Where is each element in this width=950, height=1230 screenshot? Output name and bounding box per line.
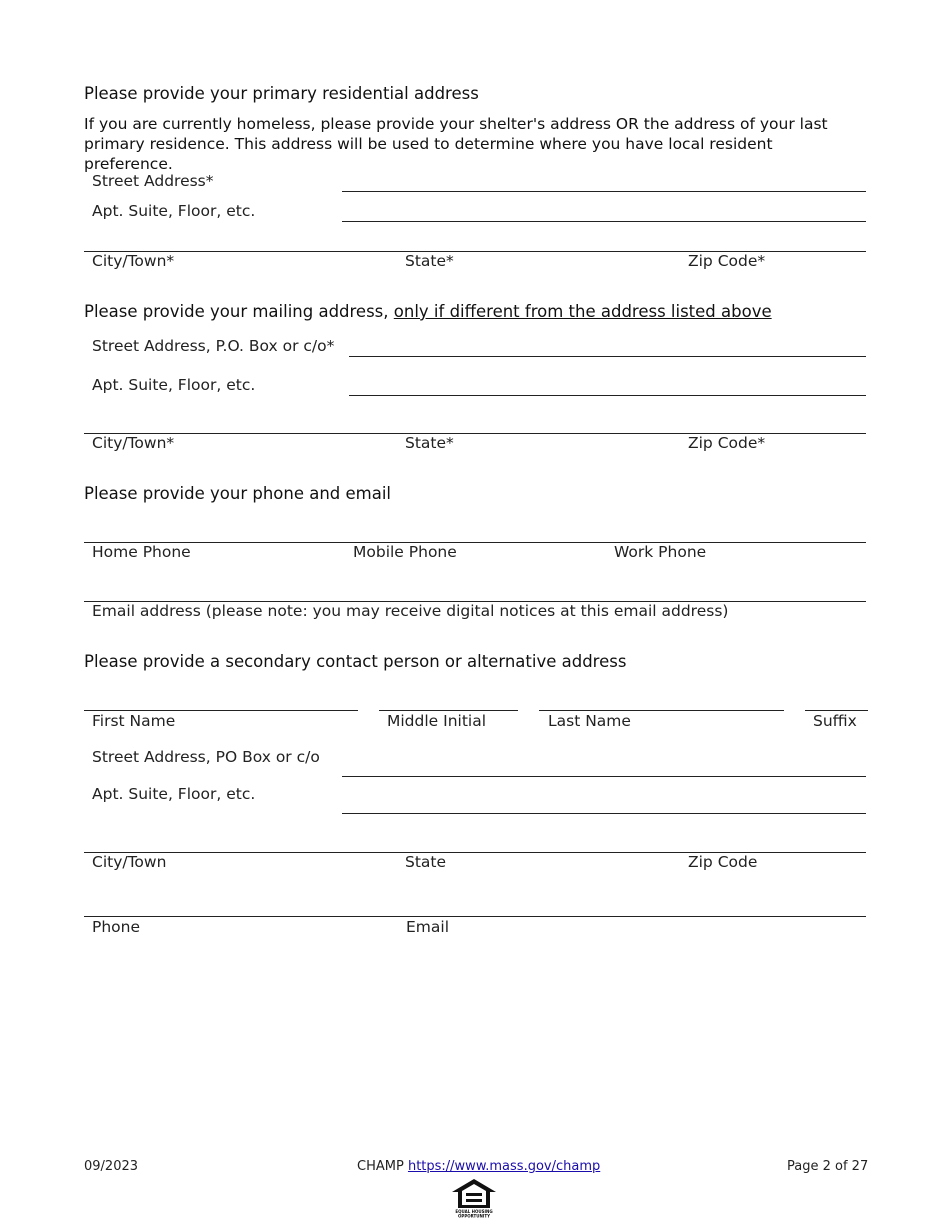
secondary-phone-label: Phone [92,918,141,936]
secondary-apt-label: Apt. Suite, Floor, etc. [92,785,256,803]
last-name-input[interactable] [539,687,783,709]
mailing-zip-input[interactable] [688,410,865,432]
first-name-underline [84,710,358,711]
mailing-apt-input[interactable] [349,372,865,394]
mailing-state-input[interactable] [404,410,684,432]
champ-link[interactable]: https://www.mass.gov/champ [407,1159,601,1174]
mailing-city-label: City/Town* [92,434,175,452]
secondary-phone-email-underline [84,916,866,917]
primary-street-label: Street Address* [92,172,214,190]
secondary-state-input[interactable] [404,829,684,851]
secondary-phone-input[interactable] [84,893,400,915]
phone-email-heading: Please provide your phone and email [84,484,392,503]
primary-address-heading: Please provide your primary residential address [84,84,479,103]
primary-state-input[interactable] [404,228,684,250]
primary-zip-input[interactable] [688,228,865,250]
primary-street-input[interactable] [342,168,865,190]
secondary-city-input[interactable] [84,829,400,851]
suffix-label: Suffix [813,712,857,730]
footer-program-name: CHAMP [357,1159,404,1174]
homeless-instruction: If you are currently homeless, please provide your shelter's address OR the address of your last primary residence. This address will be used to determine where you have local resident preference. [84,115,828,173]
equal-housing-logo [450,1178,498,1218]
primary-apt-label: Apt. Suite, Floor, etc. [92,202,256,220]
mailing-zip-label: Zip Code* [688,434,766,452]
primary-zip-label: Zip Code* [688,252,766,270]
suffix-input[interactable] [805,687,867,709]
primary-state-label: State* [405,252,454,270]
footer-date: 09/2023 [84,1159,139,1174]
primary-apt-input[interactable] [342,198,865,220]
mailing-street-underline [349,356,866,357]
mailing-state-label: State* [405,434,454,452]
primary-street-underline [342,191,866,192]
secondary-street-label: Street Address, PO Box or c/o [92,748,320,766]
email-input[interactable] [84,578,865,600]
footer-page-number: Page 2 of 27 [787,1159,869,1174]
footer-program [357,1159,600,1174]
first-name-input[interactable] [84,687,357,709]
mailing-apt-label: Apt. Suite, Floor, etc. [92,376,256,394]
email-label: Email address (please note: you may receive digital notices at this email address) [92,602,729,620]
last-name-label: Last Name [548,712,631,730]
home-phone-label: Home Phone [92,543,191,561]
mobile-phone-input[interactable] [350,519,606,541]
middle-initial-label: Middle Initial [387,712,487,730]
suffix-underline [805,710,868,711]
secondary-city-label: City/Town [92,853,167,871]
secondary-apt-underline [342,813,866,814]
secondary-email-label: Email [406,918,450,936]
mailing-address-heading [84,302,772,321]
secondary-street-underline [342,776,866,777]
mobile-phone-label: Mobile Phone [353,543,457,561]
primary-apt-underline [342,221,866,222]
secondary-contact-heading: Please provide a secondary contact person or alternative address [84,652,627,671]
middle-initial-input[interactable] [379,687,517,709]
home-phone-input[interactable] [84,519,344,541]
secondary-apt-input[interactable] [342,790,865,812]
work-phone-input[interactable] [612,519,865,541]
secondary-street-input[interactable] [342,753,865,775]
secondary-email-input[interactable] [404,893,865,915]
last-name-underline [539,710,784,711]
primary-city-input[interactable] [84,228,400,250]
primary-city-label: City/Town* [92,252,175,270]
svg-text:EQUAL HOUSING: EQUAL HOUSING [455,1209,493,1214]
secondary-state-label: State [405,853,447,871]
secondary-zip-label: Zip Code [688,853,758,871]
middle-initial-underline [379,710,518,711]
equal-housing-house-icon [450,1178,498,1218]
secondary-zip-input[interactable] [688,829,865,851]
mailing-apt-underline [349,395,866,396]
first-name-label: First Name [92,712,176,730]
mailing-city-input[interactable] [84,410,400,432]
work-phone-label: Work Phone [614,543,707,561]
mailing-heading-condition: only if different from the address listed above [393,302,772,321]
mailing-street-label: Street Address, P.O. Box or c/o* [92,337,335,355]
svg-text:OPPORTUNITY: OPPORTUNITY [457,1213,491,1218]
phone-underline [84,542,866,543]
mailing-street-input[interactable] [349,333,865,355]
mailing-heading-text: Please provide your mailing address, [84,302,394,321]
